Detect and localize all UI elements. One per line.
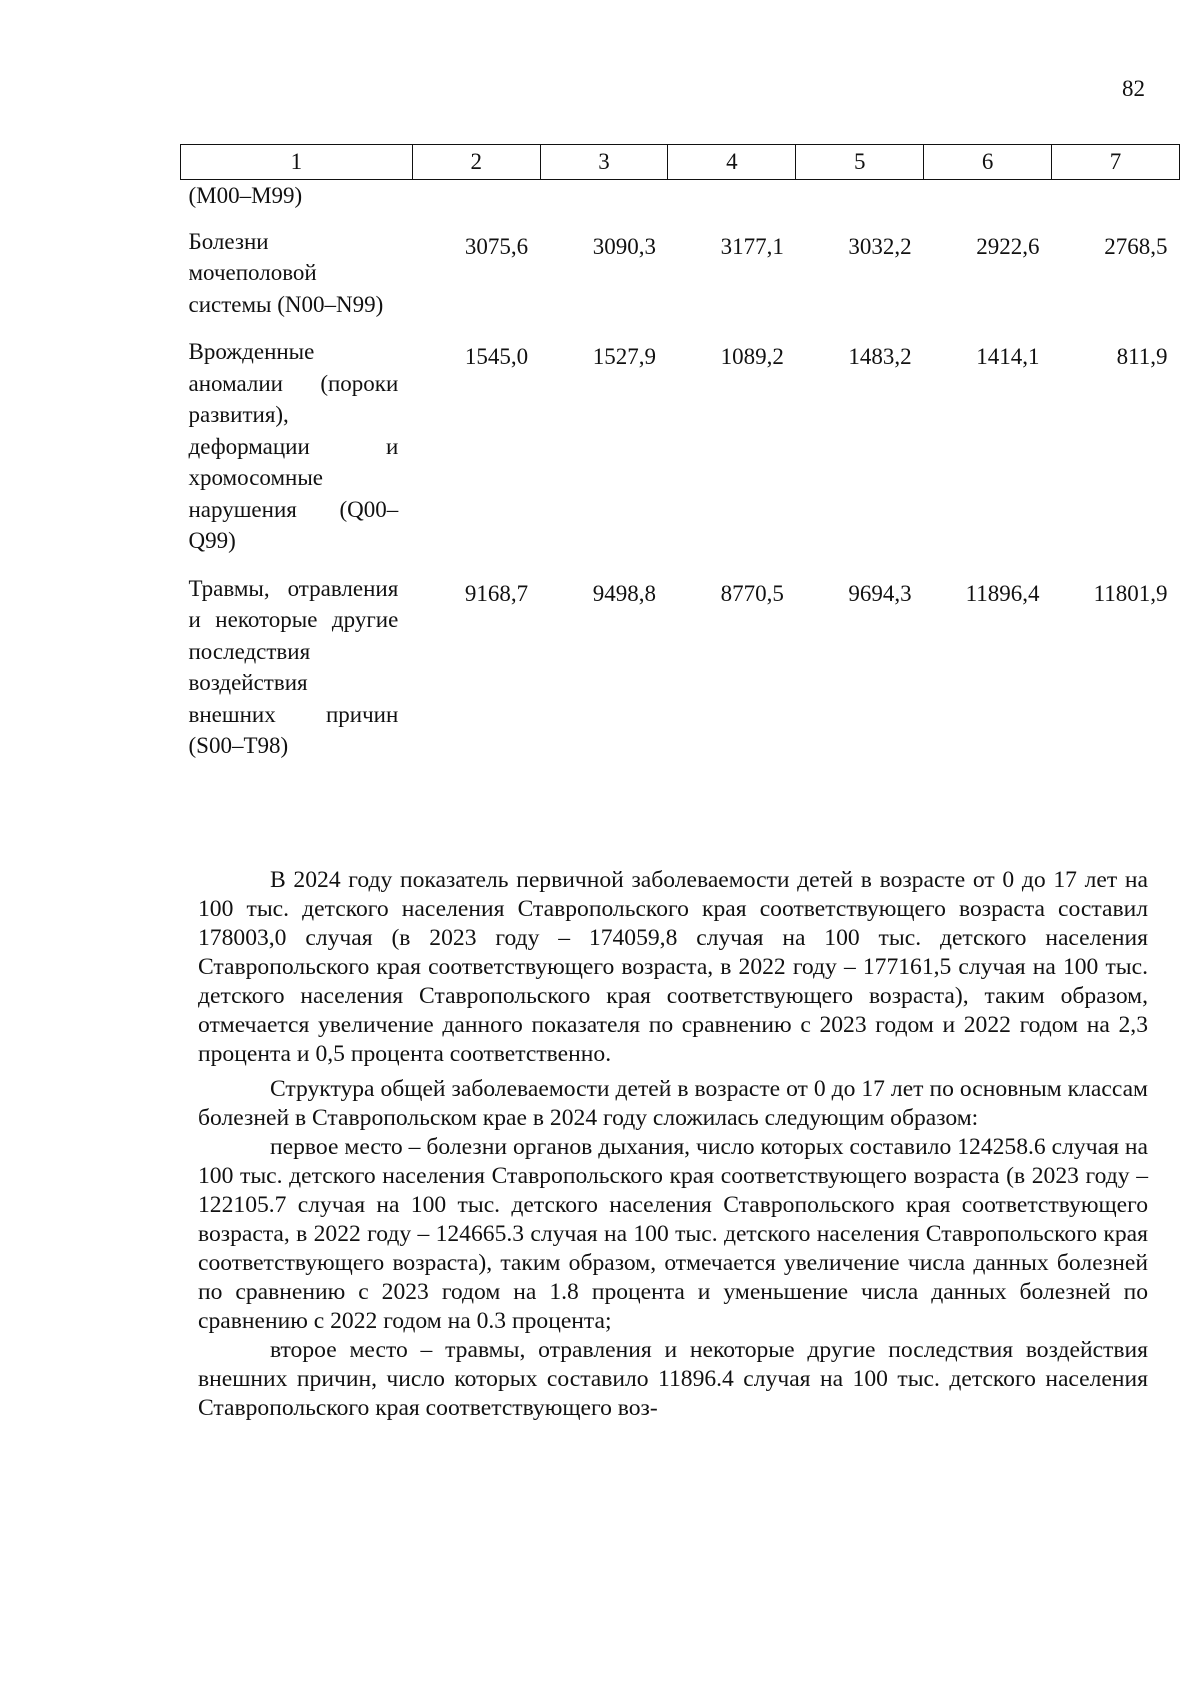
page-number: 82 — [1122, 76, 1145, 101]
paragraph-first-place: первое место – болезни органов дыхания, число которых составило 124258.6 случая на 100 тыс. детского населения Ставропольского края соответствующего возраста (в 2023 году – 122105.7 случая на 100 тыс. детского населения Ставропольского края соответствующего возраста, в 2022 году – 124665.3 случая на 100 тыс. детского населения Ставропольского края соответствующего возраста), таким образом, отмечается увеличение числа данных болезней по сравнению с 2023 годом на 1.8 процента и уменьшение числа данных болезней по сравнению с 2022 годом на 0.3 процента; — [198, 1134, 1148, 1334]
column-header: 2 — [412, 145, 540, 180]
cell-value: 2768,5 — [1104, 233, 1168, 259]
cell-value: 11801,9 — [1093, 580, 1168, 606]
row-label: Болезни мочеполовой системы (N00–N99) — [188, 228, 384, 317]
table-row-continuation — [181, 180, 1180, 226]
row-label: Врожденные аномалии (пороки развития), деформации и хромосомные нарушения (Q00–Q99) — [188, 339, 399, 553]
cell-value: 3090,3 — [592, 233, 656, 259]
cell-value: 9168,7 — [464, 580, 529, 606]
cell-value: 811,9 — [1116, 344, 1168, 369]
cell-value: 3075,6 — [464, 233, 529, 259]
body-text — [198, 866, 1148, 1423]
cell-value: 9498,8 — [592, 580, 656, 606]
cell-value: 1089,2 — [720, 344, 784, 369]
cell-value: 2922,6 — [976, 233, 1040, 259]
row-label: (M00–M99) — [188, 183, 303, 208]
row-label: Травмы, отравления и некоторые другие последствия воздействия внешних причин (S00–T98) — [188, 575, 399, 758]
column-header: 3 — [540, 145, 668, 180]
cell-value: 1545,0 — [464, 344, 529, 369]
column-header: 4 — [668, 145, 796, 180]
table-row — [181, 226, 1180, 337]
morbidity-table — [180, 144, 1180, 778]
column-header: 1 — [181, 145, 413, 180]
table-header-row — [181, 145, 1180, 180]
cell-value: 8770,5 — [720, 580, 784, 606]
column-header: 5 — [796, 145, 924, 180]
column-header: 7 — [1052, 145, 1180, 180]
paragraph-primary-morbidity: В 2024 году показатель первичной заболеваемости детей в возрасте от 0 до 17 лет на 100 тыс. детского населения Ставропольского края соответствующего возраста составил 178003,0 случая (в 2023 году – 174059,8 случая на 100 тыс. детского населения Ставропольского края соответствующего возраста, в 2022 году – 177161,5 случая на 100 тыс. детского населения Ставропольского края соответствующего возраста), таким образом, отмечается увеличение данного показателя по сравнению с 2023 годом и 2022 годом на 2,3 процента и 0,5 процента соответственно. — [198, 867, 1148, 1067]
table-row — [181, 573, 1180, 778]
paragraph-second-place: второе место – травмы, отравления и некоторые другие последствия воздействия внешних причин, число которых составило 11896.4 случая на 100 тыс. детского населения Ставропольского края соответствующего воз- — [198, 1337, 1148, 1421]
cell-value: 11896,4 — [965, 580, 1040, 606]
table-row — [181, 336, 1180, 573]
cell-value: 3177,1 — [720, 233, 784, 259]
cell-value: 1483,2 — [848, 344, 912, 369]
cell-value: 9694,3 — [848, 580, 912, 606]
cell-value: 1414,1 — [976, 344, 1040, 369]
cell-value: 1527,9 — [592, 344, 656, 369]
cell-value: 3032,2 — [848, 233, 912, 259]
column-header: 6 — [924, 145, 1052, 180]
paragraph-structure-intro: Структура общей заболеваемости детей в возрасте от 0 до 17 лет по основным классам болезней в Ставропольском крае в 2024 году сложилась следующим образом: — [198, 1076, 1148, 1131]
